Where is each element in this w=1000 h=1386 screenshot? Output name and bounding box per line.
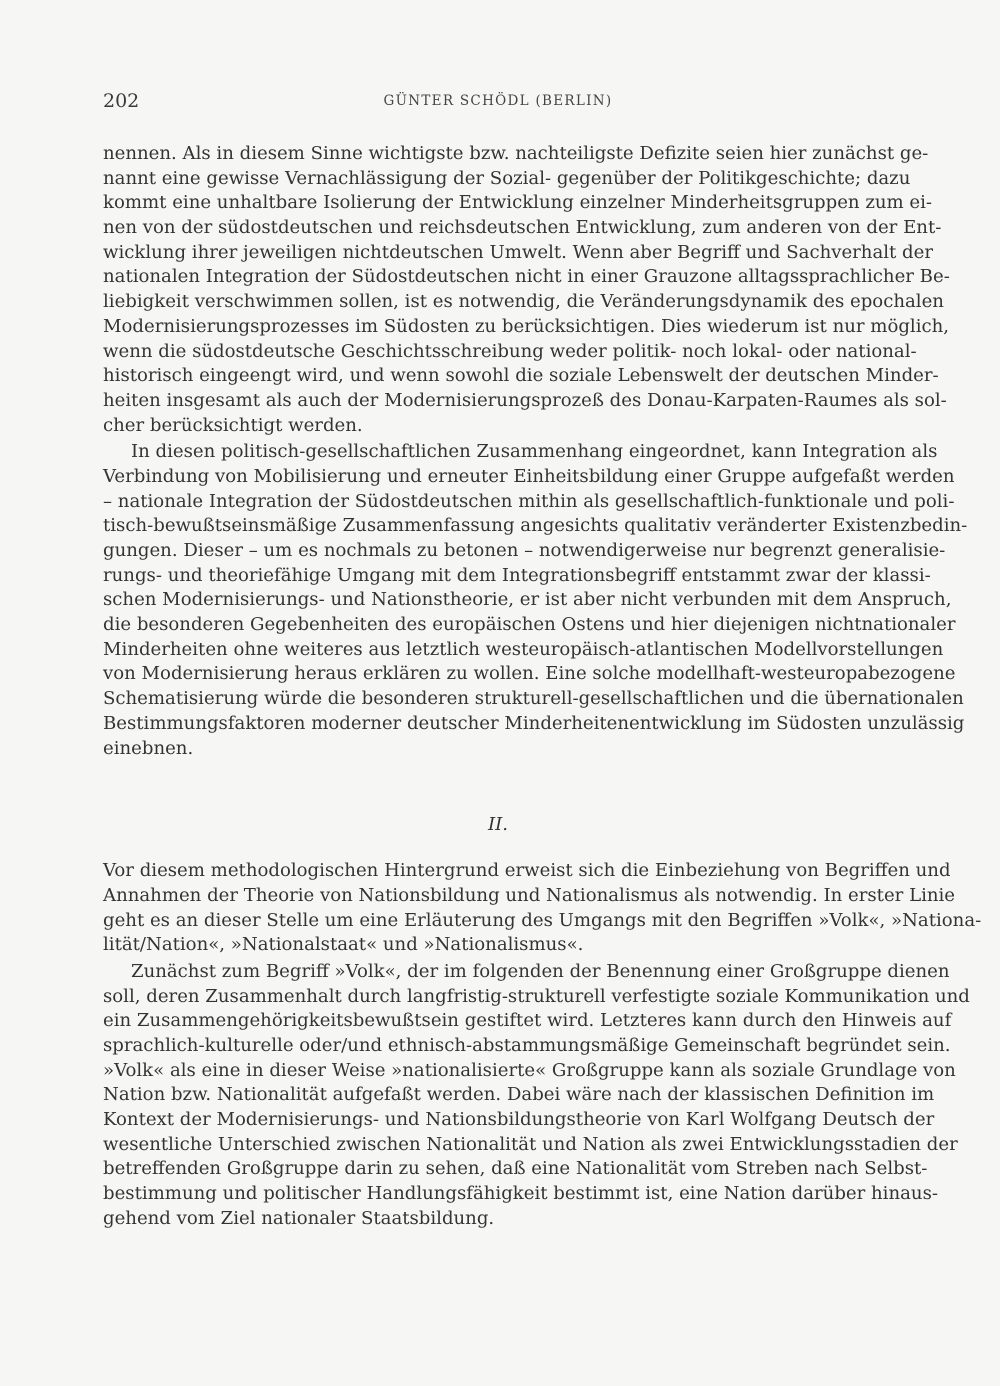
text-line: wenn die südostdeutsche Geschichtsschreibung weder politik- noch lokal- oder national- bbox=[103, 340, 917, 362]
text-line: gehend vom Ziel nationaler Staatsbildung. bbox=[103, 1207, 495, 1229]
text-line: tisch-bewußtseinsmäßige Zusammenfassung angesichts qualitativ veränderter Existenzbedin- bbox=[103, 515, 968, 537]
text-line: »Volk« als eine in dieser Weise »nationalisierte« Großgruppe kann als soziale Grundlage von bbox=[103, 1059, 956, 1081]
text-line: wesentliche Unterschied zwischen Nationalität und Nation als zwei Entwicklungsstadien der bbox=[103, 1133, 958, 1155]
text-line: nannt eine gewisse Vernachlässigung der Sozial- gegenüber der Politikgeschichte; dazu bbox=[103, 167, 911, 189]
text-line: Zunächst zum Begriff »Volk«, der im folgenden der Benennung einer Großgruppe dienen bbox=[131, 960, 950, 982]
section-heading: II. bbox=[487, 814, 509, 836]
section-two-text bbox=[103, 859, 982, 1231]
running-head: GÜNTER SCHÖDL (BERLIN) bbox=[383, 93, 613, 109]
paragraph bbox=[103, 859, 982, 958]
body-text bbox=[103, 142, 982, 1232]
text-line: – nationale Integration der Südostdeutschen mithin als gesellschaftlich-funktionale und poli- bbox=[103, 490, 955, 512]
text-line: liebigkeit verschwimmen sollen, ist es notwendig, die Veränderungsdynamik des epochalen bbox=[103, 291, 944, 313]
text-line: heiten insgesamt als auch der Modernisierungsprozeß des Donau-Karpaten-Raumes als sol- bbox=[103, 389, 947, 411]
text-line: kommt eine unhaltbare Isolierung der Entwicklung einzelner Minderheitsgruppen zum ei- bbox=[103, 192, 933, 214]
text-line: Nation bzw. Nationalität aufgefaßt werden. Dabei wäre nach der klassischen Definition im bbox=[103, 1084, 935, 1106]
text-line: Schematisierung würde die besonderen strukturell-gesellschaftlichen und die übernationalen bbox=[103, 688, 964, 710]
text-line: bestimmung und politischer Handlungsfähigkeit bestimmt ist, eine Nation darüber hinaus- bbox=[103, 1183, 938, 1205]
text-line: gungen. Dieser – um es nochmals zu betonen – notwendigerweise nur begrenzt generalisie- bbox=[103, 540, 946, 561]
text-line: einebnen. bbox=[103, 737, 194, 759]
text-line: rungs- und theoriefähige Umgang mit dem Integrationsbegriff entstammt zwar der klassi- bbox=[103, 564, 931, 586]
text-line: cher berücksichtigt werden. bbox=[103, 414, 363, 436]
text-line: nen von der südostdeutschen und reichsdeutschen Entwicklung, zum anderen von der Ent- bbox=[103, 217, 942, 239]
text-line: Annahmen der Theorie von Nationsbildung und Nationalismus als notwendig. In erster Linie bbox=[103, 884, 956, 906]
text-line: von Modernisierung heraus erklären zu wollen. Eine solche modellhaft-westeuropabezogene bbox=[103, 663, 956, 685]
text-line: Kontext der Modernisierungs- und Nationsbildungstheorie von Karl Wolfgang Deutsch der bbox=[103, 1109, 935, 1131]
paragraph bbox=[103, 142, 950, 438]
text-line: historisch eingeengt wird, und wenn sowohl die soziale Lebenswelt der deutschen Minder- bbox=[103, 365, 939, 387]
text-line: nationalen Integration der Südostdeutschen nicht in einer Grauzone alltagssprachlicher Be- bbox=[103, 266, 950, 288]
text-line: geht es an dieser Stelle um eine Erläuterung des Umgangs mit den Begriffen »Volk«, »Nationa- bbox=[103, 909, 982, 931]
text-line: Verbindung von Mobilisierung und erneuter Einheitsbildung einer Gruppe aufgefaßt werden bbox=[103, 465, 955, 487]
text-line: wicklung ihrer jeweiligen nichtdeutschen Umwelt. Wenn aber Begriff und Sachverhalt der bbox=[103, 241, 933, 263]
text-line: Bestimmungsfaktoren moderner deutscher Minderheitenentwicklung im Südosten unzulässig bbox=[103, 712, 965, 734]
text-line: Minderheiten ohne weiteres aus letztlich westeuropäisch-atlantischen Modellvorstellungen bbox=[103, 638, 944, 660]
text-line: sprachlich-kulturelle oder/und ethnisch-abstammungsmäßige Gemeinschaft begründet sein. bbox=[103, 1035, 951, 1056]
text-line: schen Modernisierungs- und Nationstheorie, er ist aber nicht verbunden mit dem Anspruch, bbox=[103, 589, 952, 611]
paragraph bbox=[103, 440, 968, 761]
text-line: Modernisierungsprozesses im Südosten zu berücksichtigen. Dies wiederum ist nur möglich, bbox=[103, 315, 950, 337]
page-header bbox=[103, 86, 893, 116]
text-line: In diesen politisch-gesellschaftlichen Zusammenhang eingeordnet, kann Integration als bbox=[131, 441, 938, 463]
text-line: betreffenden Großgruppe darin zu sehen, daß eine Nationalität vom Streben nach Selbst- bbox=[103, 1158, 928, 1180]
text-line: nennen. Als in diesem Sinne wichtigste bzw. nachteiligste Defizite seien hier zunächst ge- bbox=[103, 143, 929, 164]
page-number: 202 bbox=[103, 90, 140, 112]
text-line: ein Zusammengehörigkeitsbewußtsein gestiftet wird. Letzteres kann durch den Hinweis auf bbox=[103, 1010, 952, 1032]
text-line: Vor diesem methodologischen Hintergrund erweist sich die Einbeziehung von Begriffen und bbox=[103, 860, 951, 882]
text-line: soll, deren Zusammenhalt durch langfristig-strukturell verfestigte soziale Kommunikation und bbox=[103, 985, 970, 1007]
paragraph bbox=[103, 960, 970, 1232]
text-line: lität/Nation«, »Nationalstaat« und »Nationalismus«. bbox=[103, 934, 584, 956]
section-one-text bbox=[103, 142, 968, 761]
text-line: die besonderen Gegebenheiten des europäischen Ostens und hier diejenigen nichtnationaler bbox=[103, 614, 956, 636]
